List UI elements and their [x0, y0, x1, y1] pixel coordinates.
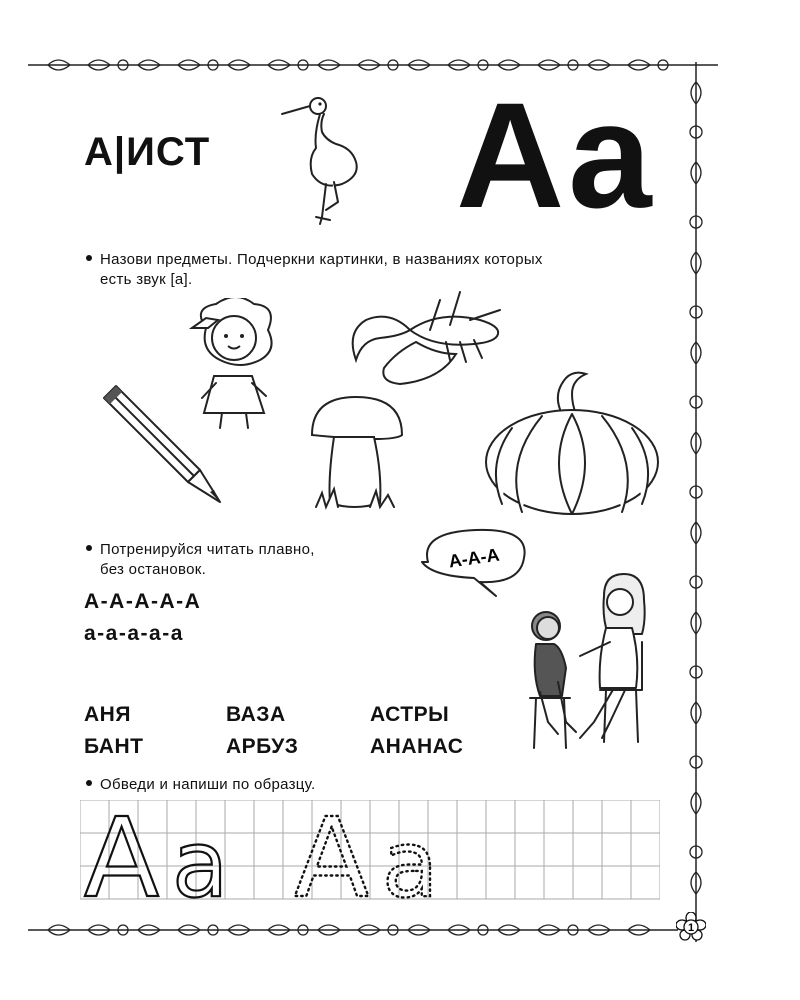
page-number: 1	[687, 922, 695, 934]
task2-line2: без остановок.	[100, 561, 207, 578]
handwriting-grid	[80, 800, 660, 900]
floral-border-right	[676, 62, 716, 942]
sample-letter-upper: А	[84, 800, 160, 900]
task2-line1: Потренируйся читать плавно,	[100, 541, 315, 558]
word-stork: А|ИСТ	[84, 130, 211, 174]
floral-border-bottom	[28, 910, 718, 950]
task-read-smoothly	[86, 540, 386, 580]
task3-text: Обведи и напиши по образцу.	[100, 776, 316, 793]
word-anya: АНЯ	[84, 703, 131, 726]
reading-lowercase: а-а-а-а-а	[84, 622, 184, 645]
trace-letter-lower: а	[382, 811, 439, 900]
task-name-objects	[86, 250, 606, 290]
doctor-patient-illustration	[518, 572, 650, 752]
pencil-illustration	[100, 382, 225, 507]
speech-bubble-text: А-А-А	[447, 544, 501, 572]
trace-letter-upper: А	[294, 800, 370, 900]
task-trace-write	[86, 775, 386, 795]
bullet-icon	[86, 780, 92, 786]
bullet-icon	[86, 545, 92, 551]
mushroom-illustration	[306, 395, 406, 515]
word-ananas: АНАНАС	[370, 735, 464, 758]
bullet-icon	[86, 255, 92, 261]
page-number-flower	[676, 912, 706, 942]
stork-illustration	[280, 92, 370, 242]
task1-line2: есть звук [а].	[100, 271, 193, 288]
word-arbuz: АРБУЗ	[226, 735, 299, 758]
word-astry: АСТРЫ	[370, 703, 450, 726]
pumpkin-illustration	[482, 370, 662, 520]
word-bant: БАНТ	[84, 735, 144, 758]
sample-letter-lower: а	[172, 811, 229, 900]
task1-line1: Назови предметы. Подчеркни картинки, в названиях которых	[100, 251, 543, 268]
reading-uppercase: А-А-А-А-А	[84, 590, 202, 613]
big-letter-a: Аа	[456, 71, 654, 239]
speech-bubble	[418, 522, 528, 598]
word-vaza: ВАЗА	[226, 703, 286, 726]
